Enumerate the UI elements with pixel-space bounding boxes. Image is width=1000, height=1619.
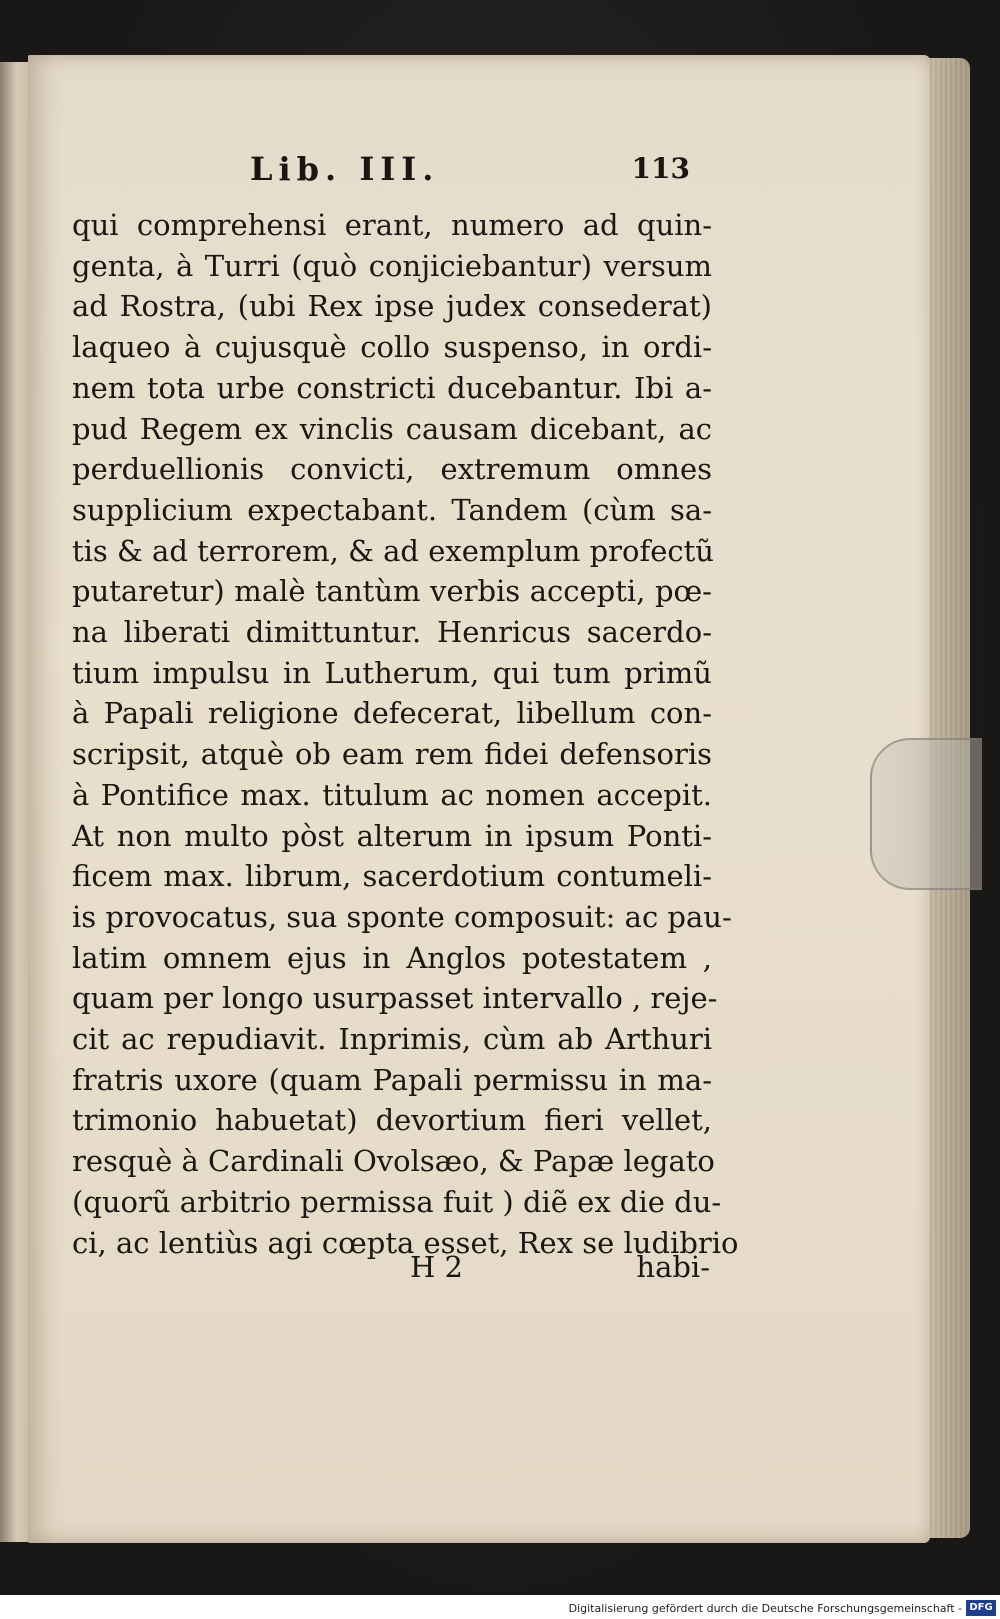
signature-mark: H 2 [410, 1250, 463, 1284]
body-text [72, 205, 739, 1263]
text-line: à Papali religione defecerat, libellum con- [72, 696, 712, 731]
text-line: ci, ac lentiùs agi cœpta esset, Rex se ludibrio [72, 1225, 739, 1260]
text-line: putaretur) malè tantùm verbis accepti, pœ- [72, 574, 712, 609]
text-line: resquè à Cardinali Ovolsæo, & Papæ legato [72, 1144, 715, 1179]
text-line: quam per longo usurpasset intervallo , reje- [72, 981, 718, 1016]
dfg-logo-icon: DFG [966, 1600, 996, 1616]
text-line: scripsit, atquè ob eam rem fidei defensoris [72, 737, 712, 772]
text-line: genta, à Turri (quò conjiciebantur) versum [72, 248, 712, 283]
text-line: (quorũ arbitrio permissa fuit ) diẽ ex die du- [72, 1184, 722, 1219]
text-line: At non multo pòst alterum in ipsum Ponti- [72, 818, 712, 853]
credit-bar [0, 1595, 1000, 1619]
text-line: ficem max. librum, sacerdotium contumeli- [72, 859, 712, 894]
text-line: fratris uxore (quam Papali permissu in ma- [72, 1062, 712, 1097]
page-footer [70, 1250, 710, 1290]
text-line: nem tota urbe constricti ducebantur. Ibi a- [72, 370, 712, 405]
page-header [70, 150, 690, 190]
text-line: à Pontifice max. titulum ac nomen accepit. [72, 777, 712, 812]
running-head: Lib. III. [250, 150, 440, 188]
page-number: 113 [631, 152, 690, 185]
text-line: tis & ad terrorem, & ad exemplum profectũ [72, 533, 714, 568]
text-line: laqueo à cujusquè collo suspenso, in ordi- [72, 330, 712, 365]
text-line: qui comprehensi erant, numero ad quin- [72, 208, 712, 242]
text-line: is provocatus, sua sponte composuit: ac pau- [72, 899, 732, 934]
page-clip-tab [870, 738, 982, 890]
text-line: latim omnem ejus in Anglos potestatem , [72, 940, 712, 975]
text-line: cit ac repudiavit. Inprimis, cùm ab Arthuri [72, 1022, 712, 1057]
text-line: supplicium expectabant. Tandem (cùm sa- [72, 492, 712, 527]
text-line: trimonio habuetat) devortium fieri vellet, [72, 1103, 712, 1138]
catchword: habi- [636, 1250, 710, 1284]
text-line: perduellionis convicti, extremum omnes [72, 452, 712, 487]
text-line: na liberati dimittuntur. Henricus sacerdo- [72, 615, 712, 650]
funding-credit: Digitalisierung gefördert durch die Deutsche Forschungsgemeinschaft - [568, 1602, 962, 1615]
text-line: tium impulsu in Lutherum, qui tum primũ [72, 655, 712, 690]
text-line: ad Rostra, (ubi Rex ipse judex consederat) [72, 289, 712, 324]
text-line: pud Regem ex vinclis causam dicebant, ac [72, 411, 712, 446]
